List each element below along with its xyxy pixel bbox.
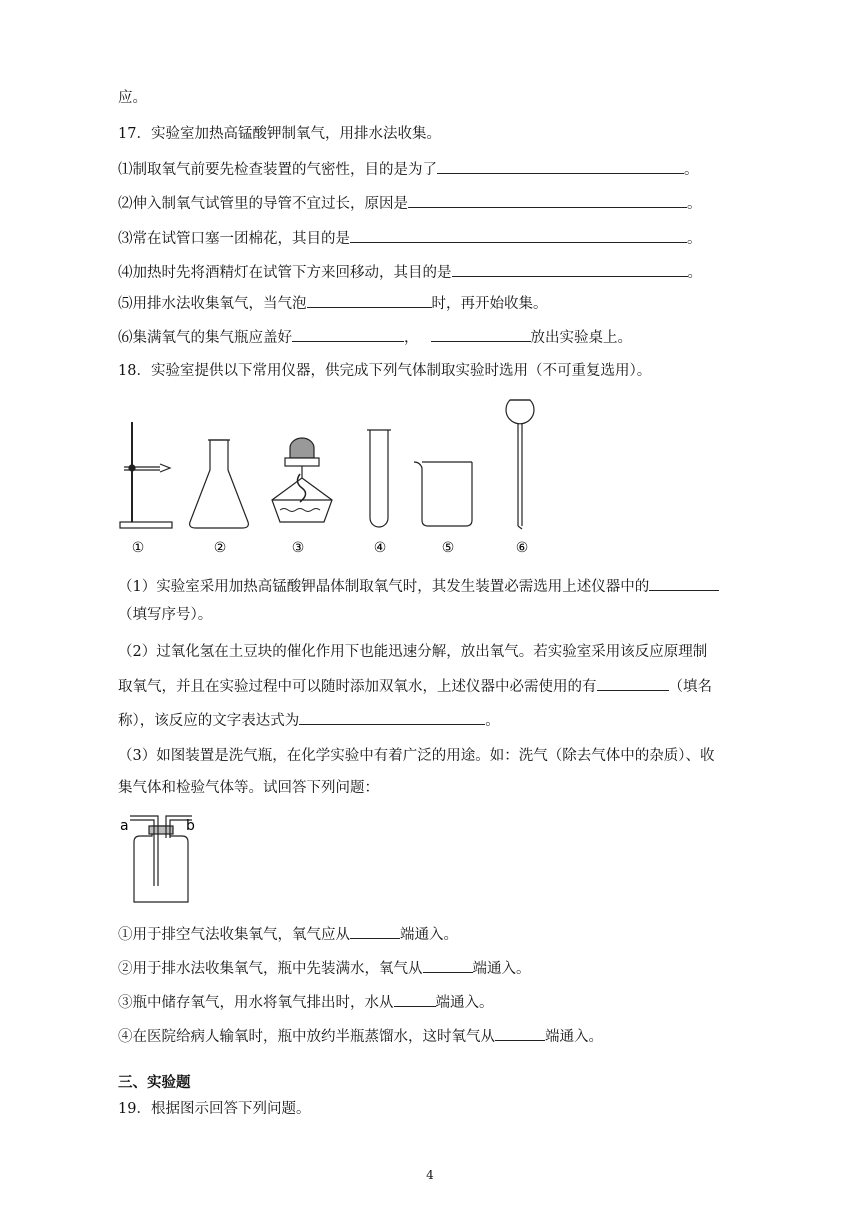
label-6: ⑥	[515, 540, 529, 556]
q19-stem: 19．根据图示回答下列问题。	[118, 1101, 311, 1117]
q18-sub3-item4: ④在医院给病人输氧时，瓶中放约半瓶蒸馏水，这时氧气从 端通入。	[118, 1026, 603, 1047]
answer-blank[interactable]	[299, 710, 485, 725]
bottle-label-b: b	[186, 818, 195, 834]
answer-blank[interactable]	[495, 1026, 545, 1041]
answer-blank[interactable]	[394, 992, 436, 1007]
answer-blank[interactable]	[350, 924, 400, 939]
q18-sub3-item3: ③瓶中储存氧气，用水将氧气排出时，水从 端通入。	[118, 992, 494, 1013]
beaker-icon	[414, 462, 472, 526]
q18-sub2-line3: 称），该反应的文字表达式为 。	[118, 710, 500, 731]
label-3: ③	[291, 540, 305, 556]
q17-part1: ⑴制取氧气前要先检查装置的气密性，目的是为了 。	[118, 159, 699, 180]
test-tube-icon	[367, 430, 391, 527]
label-4: ④	[373, 540, 387, 556]
q17-part5: ⑸用排水法收集氧气，当气泡 时，再开始收集。	[118, 293, 548, 314]
q17-part4: ⑷加热时先将酒精灯在试管下方来回移动，其目的是 。	[118, 262, 702, 283]
q18-stem: 18．实验室提供以下常用仪器，供完成下列气体制取实验时选用（不可重复选用）。	[118, 363, 652, 379]
page-number: 4	[426, 1168, 434, 1182]
q18-sub3-line2: 集气体和检验气体等。试回答下列问题：	[118, 780, 379, 796]
q17-part2: ⑵伸入制氧气试管里的导管不宜过长，原因是 。	[118, 193, 702, 214]
section-heading: 三、实验题	[118, 1074, 191, 1091]
q18-sub2-line1: （2）过氧化氢在土豆块的催化作用下也能迅速分解，放出氧气。若实验室采用该反应原理制	[118, 644, 708, 660]
answer-blank[interactable]	[431, 327, 531, 342]
answer-blank[interactable]	[408, 193, 687, 208]
q18-sub3-item1: ①用于排空气法收集氧气，氧气应从 端通入。	[118, 924, 458, 945]
apparatus-figure	[112, 392, 552, 562]
label-5: ⑤	[441, 540, 455, 556]
q18-sub3-item2: ②用于排水法收集氧气，瓶中先装满水，氧气从 端通入。	[118, 958, 531, 979]
answer-blank[interactable]	[423, 958, 473, 973]
q18-sub1-line1: （1）实验室采用加热高锰酸钾晶体制取氧气时，其发生装置必需选用上述仪器中的	[118, 576, 719, 597]
q18-sub3-line1: （3）如图装置是洗气瓶，在化学实验中有着广泛的用途。如：洗气（除去气体中的杂质）、收	[118, 748, 715, 764]
answer-blank[interactable]	[597, 676, 669, 691]
answer-blank[interactable]	[292, 327, 404, 342]
answer-blank[interactable]	[350, 228, 687, 243]
alcohol-lamp-icon	[272, 438, 332, 522]
q17-part3: ⑶常在试管口塞一团棉花，其目的是 。	[118, 228, 702, 249]
iron-stand-icon	[120, 422, 172, 528]
q18-sub2-line2: 取氧气，并且在实验过程中可以随时添加双氧水，上述仪器中必需使用的有 （填名	[118, 676, 712, 697]
bottle-label-a: a	[120, 818, 129, 834]
answer-blank[interactable]	[452, 262, 688, 277]
q17-stem: 17．实验室加热高锰酸钾制氧气，用排水法收集。	[118, 126, 441, 142]
label-1: ①	[131, 540, 145, 556]
answer-blank[interactable]	[307, 293, 432, 308]
q18-sub1-line2: （填写序号）。	[118, 607, 213, 623]
conical-flask-icon	[190, 440, 249, 528]
label-2: ②	[213, 540, 227, 556]
continuation-text: 应。	[118, 90, 147, 106]
funnel-icon	[506, 400, 534, 529]
gas-washing-bottle-figure	[116, 808, 206, 908]
q17-part6: ⑹集满氧气的集气瓶应盖好 ， 放出实验桌上。	[118, 327, 632, 348]
answer-blank[interactable]	[649, 576, 719, 591]
answer-blank[interactable]	[437, 159, 684, 174]
